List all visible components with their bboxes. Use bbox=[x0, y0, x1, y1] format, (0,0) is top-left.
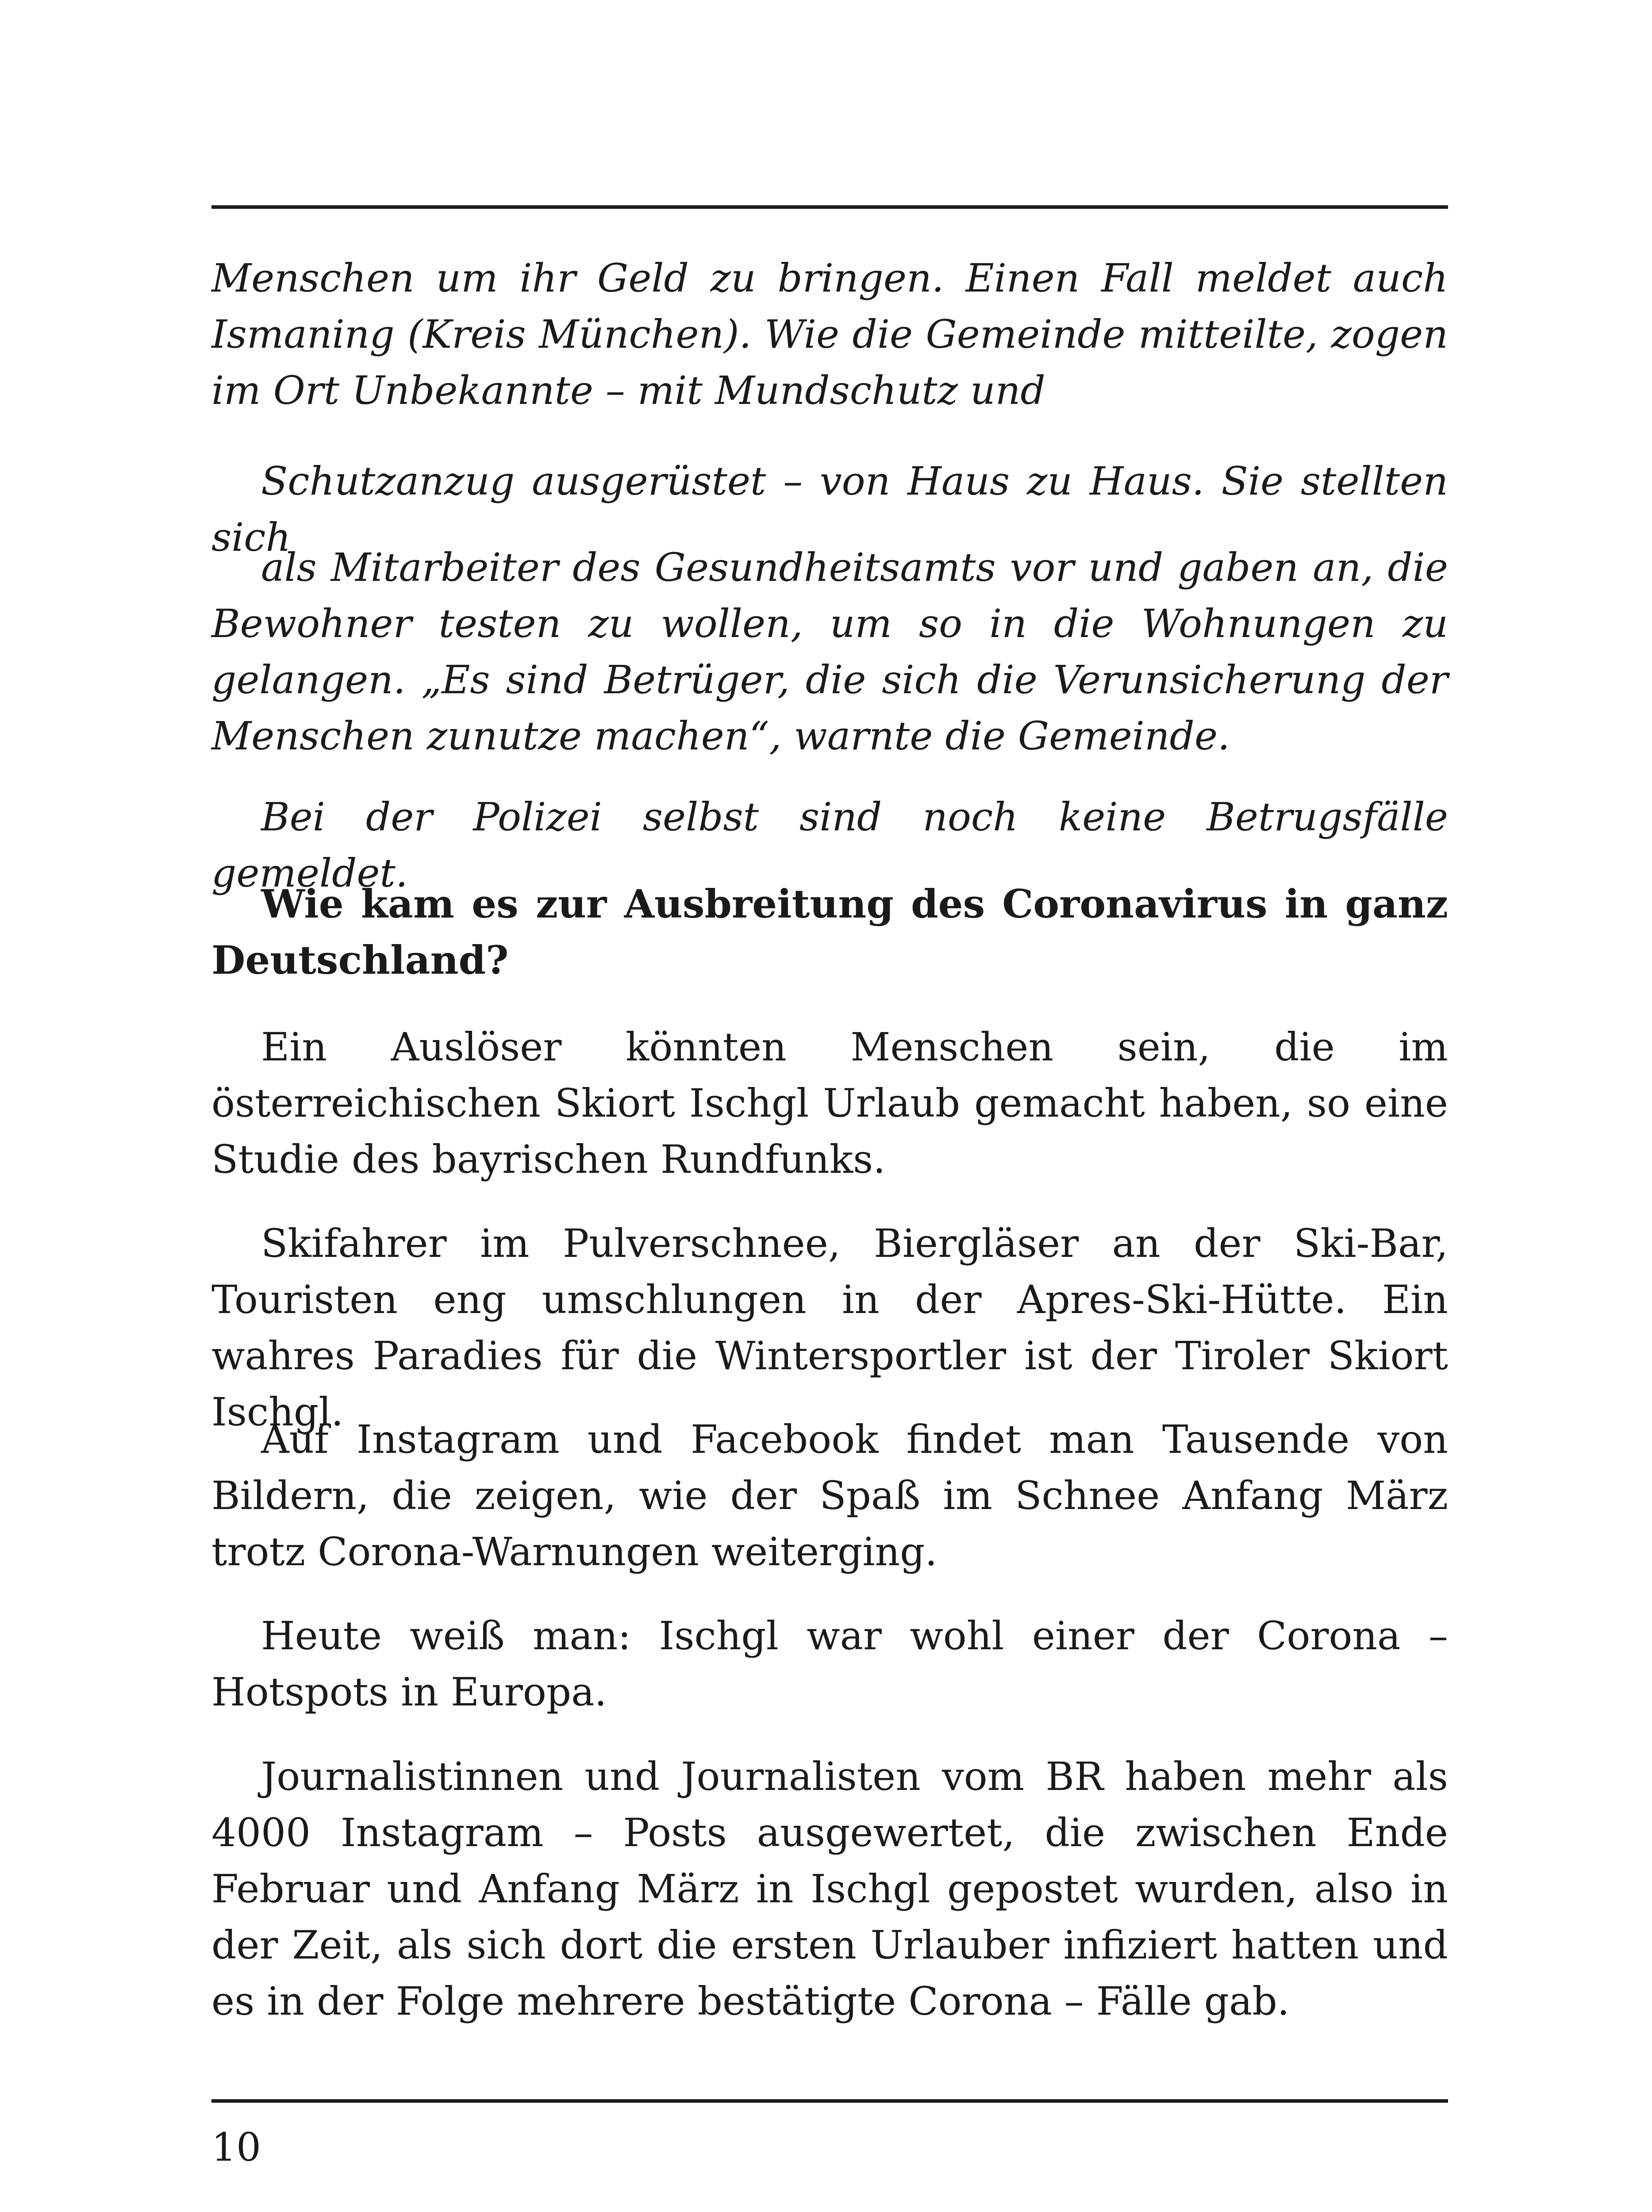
paragraph-4: Bei der Polizei selbst sind noch keine Betrugsfälle gemeldet. bbox=[211, 794, 1448, 896]
paragraph-2: Schutzanzug ausgerüstet – von Haus zu Haus. Sie stellten sich bbox=[211, 458, 1448, 560]
paragraph-3: als Mitarbeiter des Gesundheitsamts vor und gaben an, die Bewohner testen zu wollen, um so in die Wohnungen zu gelangen. „Es sind Betrüger, die sich die Verunsicherung der Menschen zunutze machen“, warnte die Gemeinde. bbox=[211, 545, 1448, 759]
header-rule bbox=[211, 205, 1448, 209]
paragraph-7: Auf Instagram und Facebook findet man Tausende von Bildern, die zeigen, wie der Spaß im Schnee Anfang März trotz Corona-Warnungen weiterging. bbox=[211, 1417, 1448, 1575]
paragraph-5: Ein Auslöser könnten Menschen sein, die im österreichischen Skiort Ischgl Urlaub gemacht haben, so eine Studie des bayrischen Rundfunks. bbox=[211, 1024, 1448, 1182]
page-number: 10 bbox=[211, 2124, 261, 2170]
paragraph-6: Skifahrer im Pulverschnee, Biergläser an der Ski-Bar, Touristen eng umschlungen in der Apres-Ski-Hütte. Ein wahres Paradies für die Wintersportler ist der Tiroler Skiort Ischgl. bbox=[211, 1221, 1448, 1435]
paragraph-1: Menschen um ihr Geld zu bringen. Einen Fall meldet auch Ismaning (Kreis München). Wie die Gemeinde mitteilte, zogen im Ort Unbekannte – mit Mundschutz und bbox=[211, 255, 1448, 413]
section-heading: Wie kam es zur Ausbreitung des Coronavirus in ganz Deutschland? bbox=[211, 881, 1448, 983]
paragraph-9: Journalistinnen und Journalisten vom BR haben mehr als 4000 Instagram – Posts ausgewertet, die zwischen Ende Februar und Anfang März in Ischgl gepostet wurden, also in der Zeit, als sich dort die ersten Urlauber infiziert hatten und es in der Folge mehrere bestätigte Corona – Fälle gab. bbox=[211, 1754, 1448, 2024]
paragraph-8: Heute weiß man: Ischgl war wohl einer der Corona – Hotspots in Europa. bbox=[211, 1613, 1448, 1715]
footer-rule bbox=[211, 2099, 1448, 2103]
